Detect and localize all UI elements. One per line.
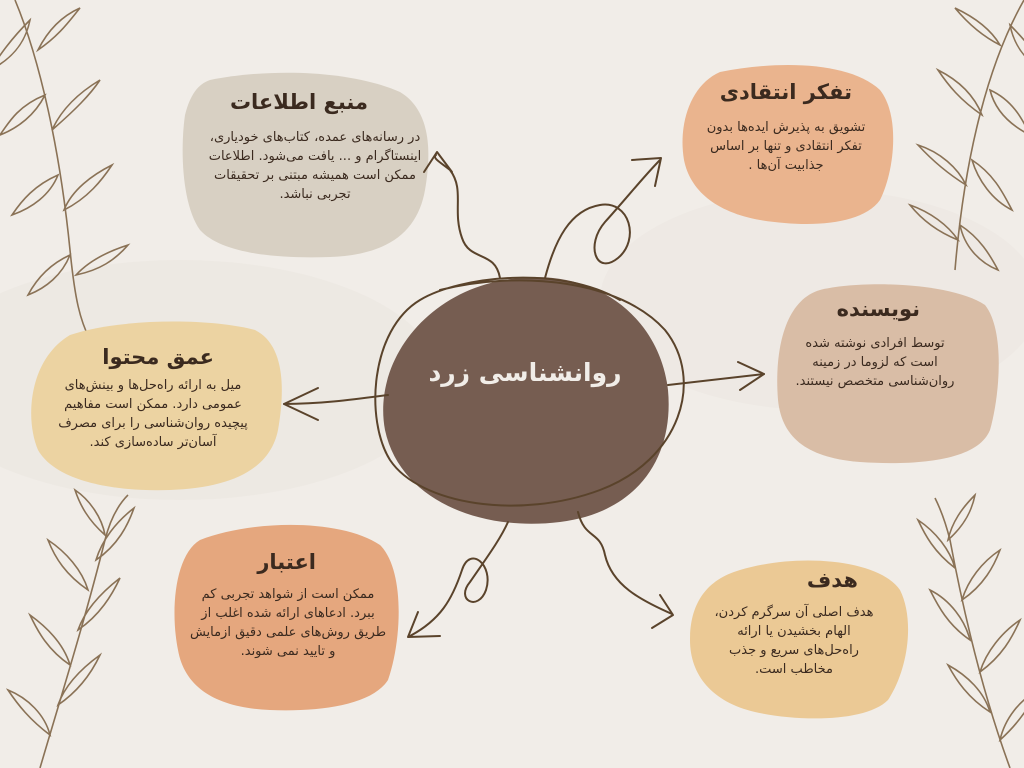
- center-title: روانشناسی زرد: [428, 358, 622, 387]
- depth-title: عمق محتوا: [102, 345, 214, 369]
- critical-title: تفکر انتقادی: [719, 80, 852, 104]
- source-text: در رسانه‌های عمده، کتاب‌های خودیاری، اینستاگرام و ... یافت می‌شود. اطلاعات ممکن است همیشه مبتنی بر تحقیقات تجربی نباشد.: [208, 130, 422, 202]
- source-title: منبع اطلاعات: [229, 90, 368, 114]
- critical-text: تشویق به پذیرش ایده‌ها بدون تفکر انتقادی و تنها بر اساس جذابیت آن‌ها .: [706, 120, 866, 173]
- depth-text: میل به ارائه راه‌حل‌ها و بینش‌های عمومی دارد. ممکن است مفاهیم پیچیده روان‌شناسی را برای مصرف آسان‌تر ساده‌سازی کند.: [58, 378, 248, 450]
- goal-text: هدف اصلی آن سرگرم کردن، الهام بخشیدن یا ارائه راه‌حل‌های سریع و جذب مخاطب است.: [714, 605, 874, 677]
- credibility-text: ممکن است از شواهد تجربی کم ببرد. ادعاهای ارائه شده اغلب از طریق روش‌های علمی دقیق ازمایش و تایید نمی شوند.: [189, 587, 387, 659]
- goal-title: هدف: [806, 568, 858, 592]
- credibility-title: اعتبار: [257, 550, 316, 574]
- writer-title: نویسنده: [836, 297, 920, 321]
- writer-text: توسط افرادی نوشته شده است که لزوما در زمینه روان‌شناسی متخصص نیستند.: [795, 336, 955, 389]
